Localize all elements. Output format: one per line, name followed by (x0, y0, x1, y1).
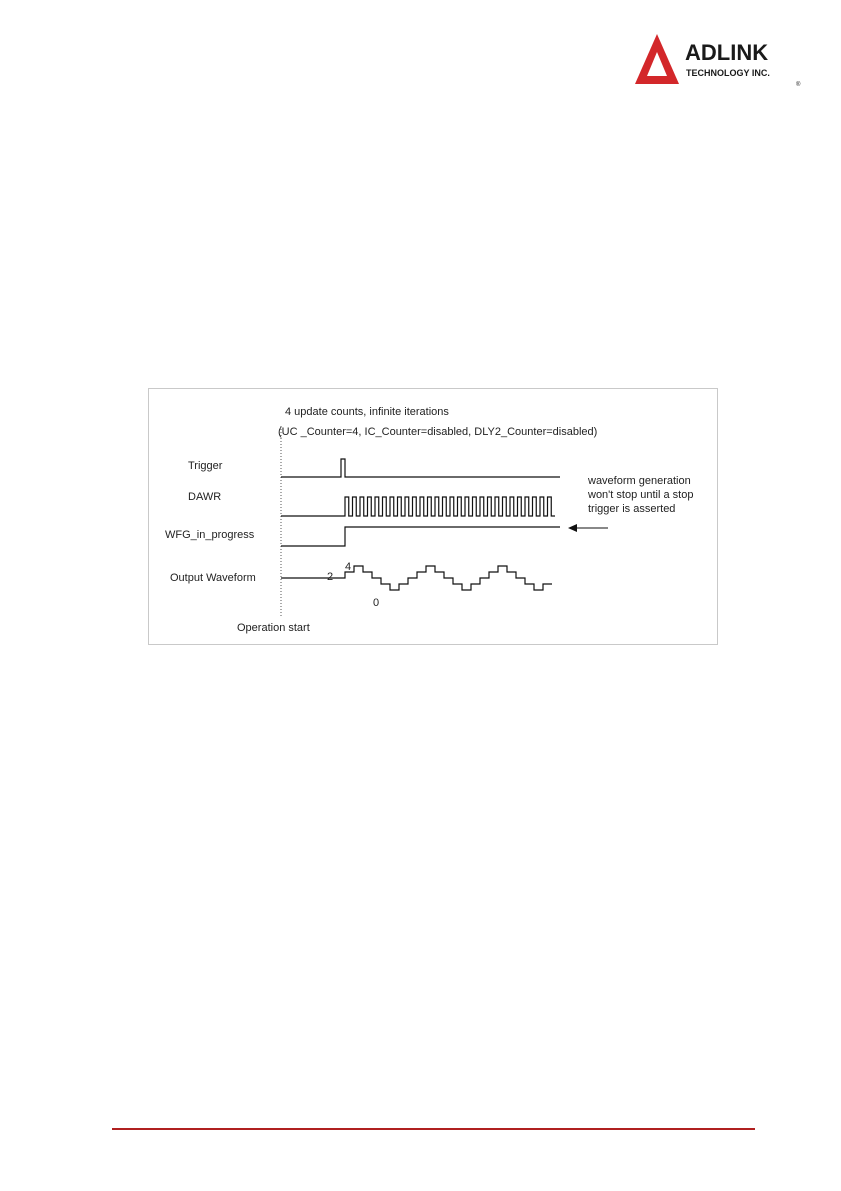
logo-name: ADLINK (685, 40, 769, 65)
note-line-2: won't stop until a stop (588, 489, 694, 501)
logo-registered-mark: ® (796, 82, 801, 88)
output-value-high: 4 (345, 561, 352, 573)
footer-rule (112, 1128, 755, 1130)
logo-tagline: TECHNOLOGY INC. (686, 68, 770, 78)
note-line-3: trigger is asserted (588, 503, 676, 515)
output-value-start: 2 (327, 571, 334, 583)
signal-label-trigger: Trigger (188, 460, 223, 472)
operation-start-label: Operation start (237, 622, 310, 634)
note-line-1: waveform generation (588, 475, 691, 487)
signal-label-dawr: DAWR (188, 491, 222, 503)
output-waveform-signal (281, 566, 552, 590)
output-value-low: 0 (373, 597, 380, 609)
signal-label-wfg: WFG_in_progress (165, 529, 255, 541)
note-arrow-head (568, 524, 577, 532)
figure-title: 4 update counts, infinite iterations (285, 406, 449, 418)
wfg-signal (281, 527, 560, 546)
dawr-signal (281, 497, 555, 516)
trigger-signal (281, 459, 560, 477)
signal-label-output: Output Waveform (170, 572, 256, 584)
figure-subtitle: (UC _Counter=4, IC_Counter=disabled, DLY2_Counter=disabled) (278, 426, 598, 438)
